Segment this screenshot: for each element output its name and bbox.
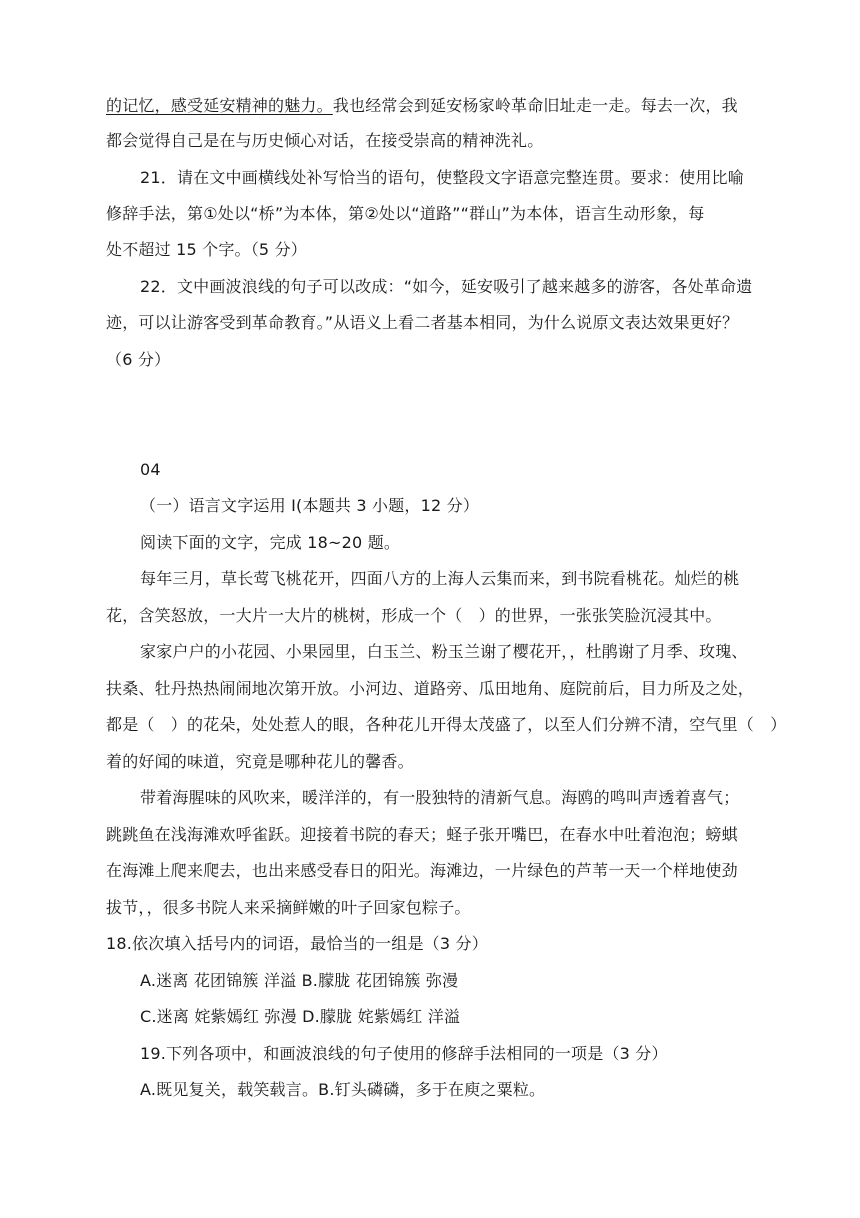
- question-18-options-ab: C.迷离 姹紫嫣红 弥漫 D.朦胧 姹紫嫣红 洋溢: [140, 1007, 461, 1026]
- passage-p2-line-3: 都是（ ）的花朵，处处惹人的眼，各种花儿开得太茂盛了，以至人们分辨不清，空气里（ ）: [106, 715, 787, 734]
- question-21-line-2: 修辞手法，第①处以“桥”为本体，第②处以“道路”“群山”为本体，语言生动形象，每: [106, 204, 705, 223]
- question-22-line-2: 迹，可以让游客受到革命教育。”从语义上看二者基本相同，为什么说原文表达效果更好？: [106, 313, 739, 332]
- question-18: A.迷离 花团锦簇 洋溢 B.朦胧 花团锦簇 弥漫: [140, 971, 459, 990]
- question-21-line-1: 21．请在文中画横线处补写恰当的语句，使整段文字语意完整连贯。要求：使用比喻: [140, 168, 744, 187]
- question-21-line-3: 处不超过 15 个字。（5 分）: [106, 240, 307, 259]
- passage-p2-line-1: 家家户户的小花园、小果园里，白玉兰、粉玉兰谢了樱花开，，杜鹃谢了月季、玫瑰、: [140, 642, 748, 661]
- text-line-1-rest: 我也经常会到延安杨家岭革命旧址走一走。每去一次，我: [332, 96, 738, 115]
- question-18-options-cd: 19.下列各项中，和画波浪线的句子使用的修辞手法相同的一项是（3 分）: [140, 1044, 668, 1063]
- section-heading: （一）语言文字运用 I(本题共 3 小题，12 分）: [140, 496, 480, 515]
- question-22-line-3: （6 分）: [106, 350, 171, 369]
- passage-p1-line-2: 花，含笑怒放，一大片一大片的桃树，形成一个（ ）的世界，一张张笑脸沉浸其中。: [106, 606, 722, 625]
- text-line-2: 都会觉得自己是在与历史倾心对话，在接受崇高的精神洗礼。: [106, 131, 544, 150]
- passage-p3-line-3: 在海滩上爬来爬去，也出来感受春日的阳光。海滩边，一片绿色的芦苇一天一个样地使劲: [106, 861, 738, 880]
- passage-p2-line-4: 着的好闻的味道，究竟是哪种花儿的馨香。: [106, 752, 414, 771]
- question-22-line-1: 22．文中画波浪线的句子可以改成：“如今，延安吸引了越来越多的游客，各处革命遗: [140, 277, 753, 296]
- passage-p1-line-1: 每年三月，草长莺飞桃花开，四面八方的上海人云集而来，到书院看桃花。灿烂的桃: [140, 569, 740, 588]
- section-number: 04: [140, 460, 161, 479]
- question-19: A.既见复关，载笑载言。B.钉头磷磷，多于在庾之粟粒。: [140, 1080, 546, 1099]
- text-line-1: [106, 96, 738, 116]
- reading-instruction: 阅读下面的文字，完成 18~20 题。: [140, 533, 401, 552]
- passage-p3-line-5: 18.依次填入括号内的词语，最恰当的一组是（3 分）: [106, 934, 488, 953]
- underlined-phrase: 的记忆，感受延安精神的魅力。: [106, 96, 333, 115]
- passage-p3-line-4: 拔节，，很多书院人来采摘鲜嫩的叶子回家包粽子。: [106, 898, 471, 917]
- passage-p3-line-1: 带着海腥味的风吹来，暖洋洋的，有一股独特的清新气息。海鸥的鸣叫声透着喜气；: [140, 788, 740, 807]
- passage-p2-line-2: 扶桑、牡丹热热闹闹地次第开放。小河边、道路旁、瓜田地角、庭院前后，目力所及之处，: [106, 679, 755, 698]
- passage-p3-line-2: 跳跳鱼在浅海滩欢呼雀跃。迎接着书院的春天；蛏子张开嘴巴，在春水中吐着泡泡；螃蜞: [106, 825, 738, 844]
